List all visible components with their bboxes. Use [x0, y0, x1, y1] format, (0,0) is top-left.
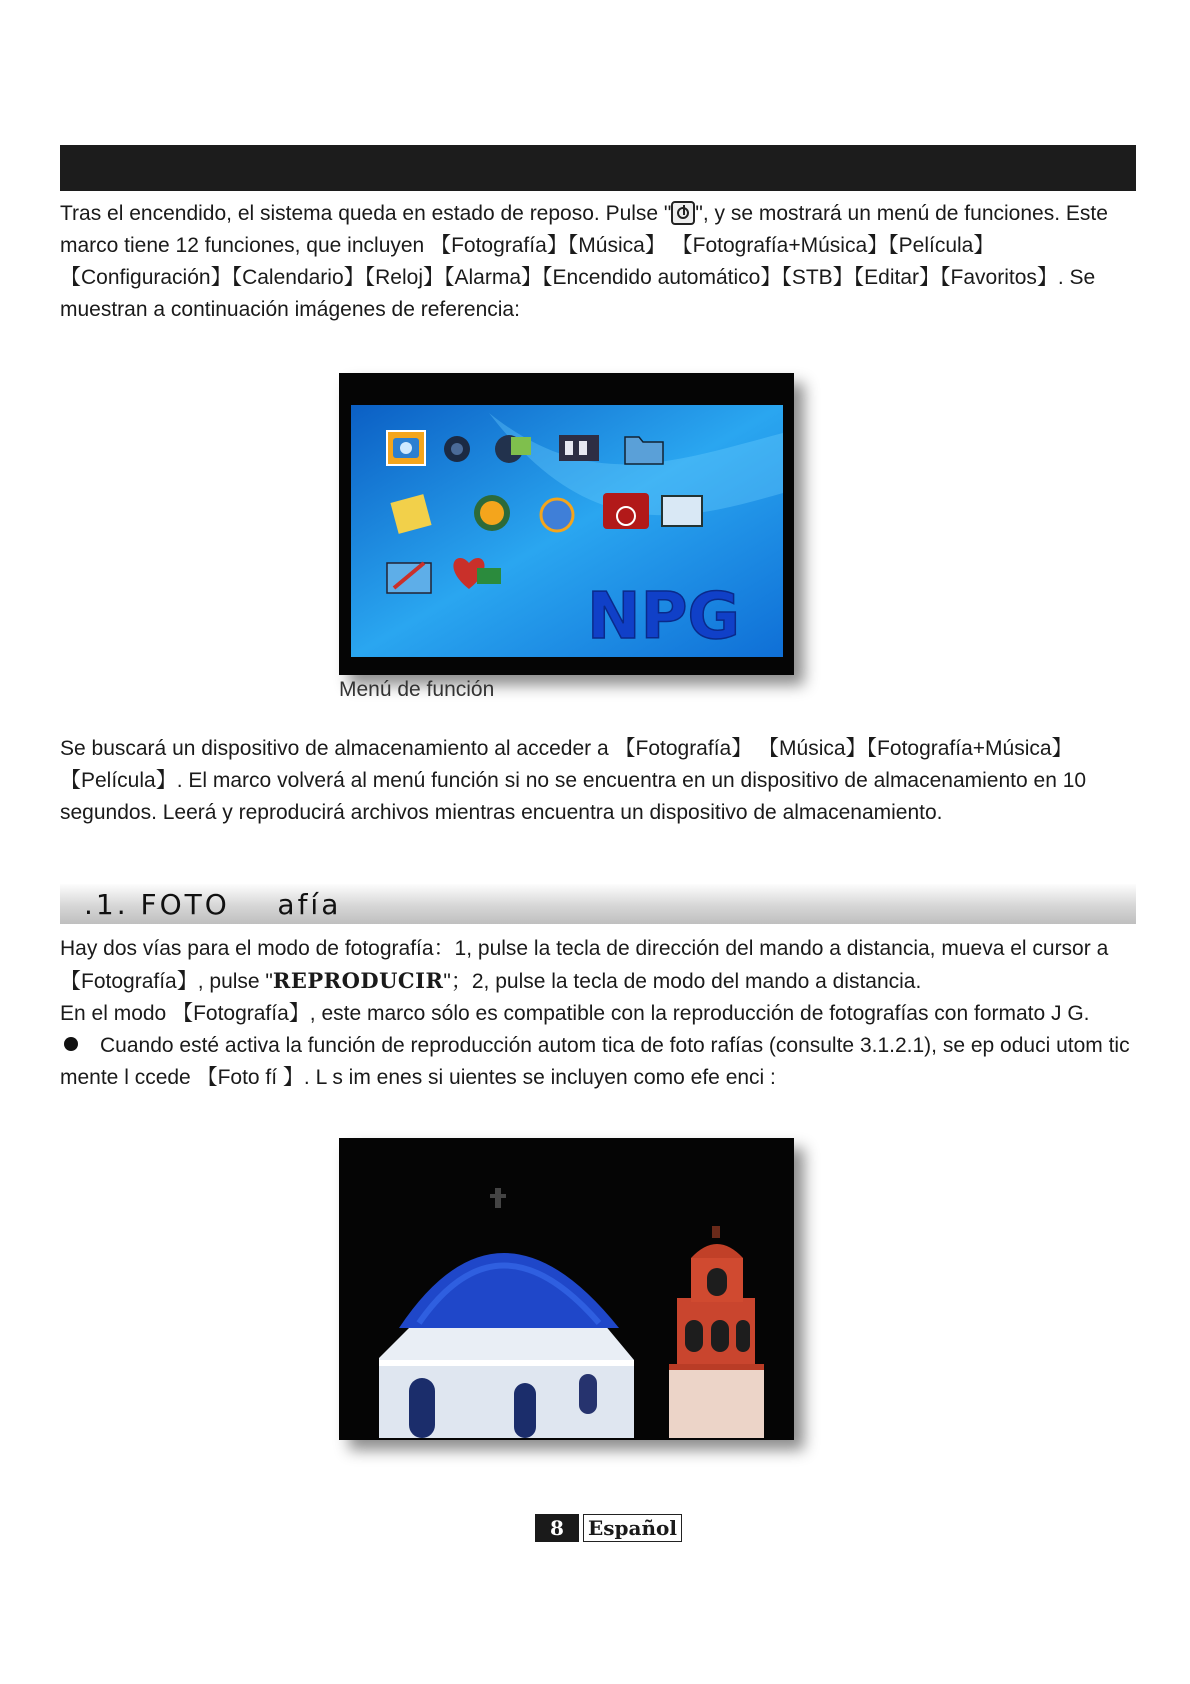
section-heading-bar [60, 884, 1136, 924]
header-bar [60, 145, 1136, 191]
menu-caption: Menú de función [339, 678, 495, 701]
photo-mode-line2: En el modo 【Fotografía】, este marco sólo es compatible con la reproducción de fotografías con formato J G. [60, 1002, 1090, 1025]
page-number: 8 [535, 1514, 579, 1542]
intro-text-start: Tras el encendido, el sistema queda en estado de reposo. Pulse " [60, 202, 672, 225]
intro-text-end: ", y se mostrará un menú de funciones. Este marco tiene 12 funciones, que incluyen 【Fotografía】【Música】 【Fotografía+Música】【Película】【Configuración】【Calendario】【Reloj】【Alarma】【Encendido automático】【STB】【Editar】【Favoritos】. Se muestran a continuación imágenes de referencia: [60, 202, 1108, 321]
section-title: .1. FOTO afía [84, 888, 342, 921]
language-label: Español [583, 1514, 682, 1542]
photo-mode-line1-end: "；2, pulse la tecla de modo del mando a distancia. [443, 970, 922, 993]
function-menu-image [339, 373, 794, 675]
bullet-item [60, 1030, 1136, 1094]
photo-mode-paragraph [60, 933, 1136, 1094]
bullet-text: Cuando esté activa la función de reproducción autom tica de foto rafías (consulte 3.1.2.1), se ep oduci utom tic mente l ccede 【Foto fí 】. L s im enes si uientes se incluyen como efe enci : [60, 1034, 1130, 1089]
search-paragraph: Se buscará un dispositivo de almacenamiento al acceder a 【Fotografía】 【Música】【Fotografía+Música】【Película】. El marco volverá al menú función si no se encuentra en un dispositivo de almacenamiento en 10 segundos. Leerá y reproducirá archivos mientras encuentra un dispositivo de almacenamiento. [60, 737, 1087, 824]
power-icon [671, 201, 695, 225]
intro-paragraph [60, 198, 1136, 326]
photo-mode-line1-start: Hay dos vías para el modo de fotografía：1, pulse la tecla de dirección del mando a distancia, mueva el cursor a 【Fotografía】, pulse " [60, 937, 1109, 993]
npg-logo: NPG [587, 580, 740, 654]
church-photo-image [339, 1138, 794, 1440]
photo-example-screenshot [339, 1138, 794, 1440]
play-key-label: REPRODUCIR [272, 968, 444, 993]
bullet-icon [64, 1037, 78, 1051]
function-menu-screenshot [339, 373, 794, 675]
